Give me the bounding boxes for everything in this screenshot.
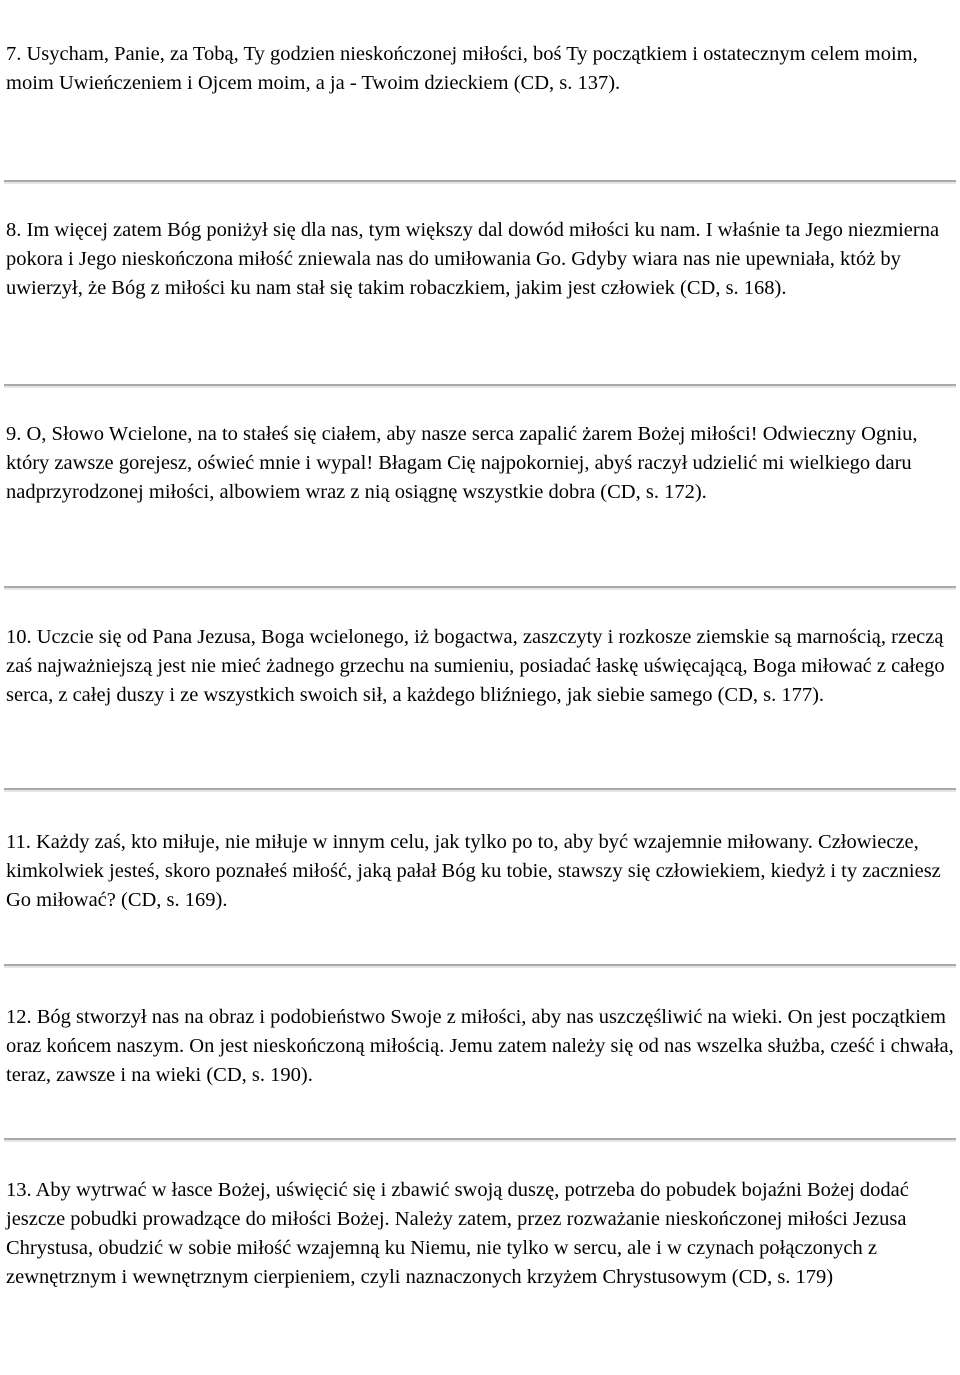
quote-10: 10. Uczcie się od Pana Jezusa, Boga wcielonego, iż bogactwa, zaszczyty i rozkosze ziemskie są marnością, rzeczą zaś najważniejszą jest nie mieć żadnego grzechu na sumieniu, posiadać łaskę uświęcającą, Boga miłować z całego serca, z całej duszy i ze wszystkich swoich sił, a każdego bliźniego, jak siebie samego (CD, s. 177). (6, 626, 945, 706)
quote-9: 9. O, Słowo Wcielone, na to stałeś się ciałem, aby nasze serca zapalić żarem Bożej miłości! Odwieczny Ogniu, który zawsze gorejesz, oświeć mnie i wypal! Błagam Cię najpokorniej, abyś raczył udzielić mi wielkiego daru nadprzyrodzonej miłości, albowiem wraz z nią osiągnę wszystkie dobra (CD, s. 172). (6, 423, 918, 503)
quote-13: 13. Aby wytrwać w łasce Bożej, uświęcić się i zbawić swoją duszę, potrzeba do pobudek bojaźni Bożej dodać jeszcze pobudki prowadzące do miłości Bożej. Należy zatem, przez rozważanie nieskończonej miłości Jezusa Chrystusa, obudzić w sobie miłość wzajemną ku Niemu, nie tylko w sercu, ale i w czynach połączonych z zewnętrznym i wewnętrznym cierpieniem, czyli naznaczonych krzyżem Chrystusowym (CD, s. 179) (6, 1179, 909, 1288)
divider (4, 180, 956, 184)
quote-12: 12. Bóg stworzył nas na obraz i podobieństwo Swoje z miłości, aby nas uszczęśliwić na wieki. On jest początkiem oraz końcem naszym. On jest nieskończoną miłością. Jemu zatem należy się od nas wszelka służba, cześć i chwała, teraz, zawsze i na wieki (CD, s. 190). (6, 1006, 954, 1086)
divider (4, 1138, 956, 1142)
divider (4, 384, 956, 388)
quote-8: 8. Im więcej zatem Bóg poniżył się dla nas, tym większy dal dowód miłości ku nam. I właśnie ta Jego niezmierna pokora i Jego nieskończona miłość zniewala nas do umiłowania Go. Gdyby wiara nas nie upewniała, któż by uwierzył, że Bóg z miłości ku nam stał się takim robaczkiem, jakim jest człowiek (CD, s. 168). (6, 219, 940, 299)
divider (4, 788, 956, 792)
divider (4, 964, 956, 968)
quote-7: 7. Usycham, Panie, za Tobą, Ty godzien nieskończonej miłości, boś Ty początkiem i ostatecznym celem moim, moim Uwieńczeniem i Ojcem moim, a ja - Twoim dzieckiem (CD, s. 137). (6, 43, 918, 94)
quote-11: 11. Każdy zaś, kto miłuje, nie miłuje w innym celu, jak tylko po to, aby być wzajemnie miłowany. Człowiecze, kimkolwiek jesteś, skoro poznałeś miłość, jaką pałał Bóg ku tobie, stawszy się człowiekiem, kiedyż i ty zaczniesz Go miłować? (CD, s. 169). (6, 831, 941, 911)
divider (4, 586, 956, 590)
